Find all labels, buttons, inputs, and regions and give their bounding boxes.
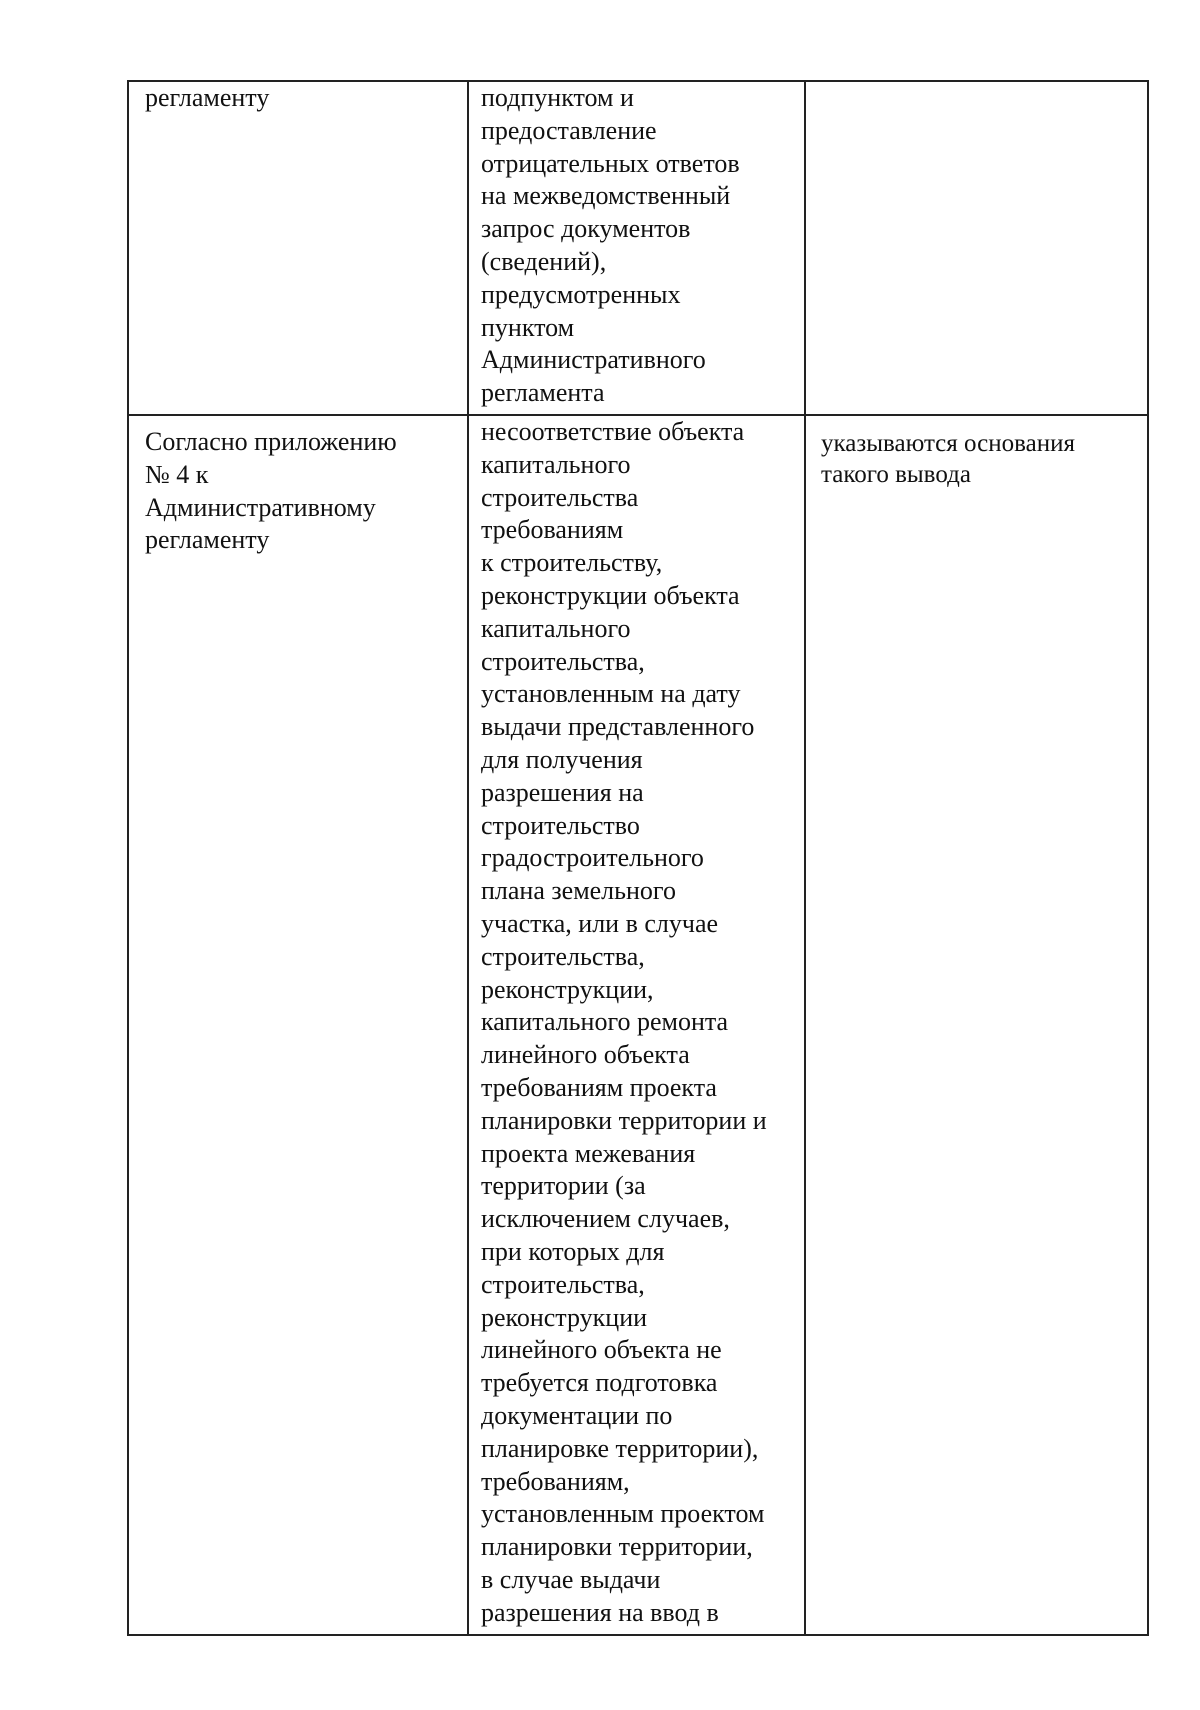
table-cell-basis (128, 415, 468, 1635)
cell-text: Согласно приложению № 4 к Административному регламенту (145, 427, 397, 555)
table-row (128, 81, 1148, 415)
table-row (128, 415, 1148, 1635)
cell-text: регламенту (145, 83, 270, 112)
table-cell-explanation (805, 415, 1148, 1635)
table-cell-reason (468, 81, 805, 415)
cell-text: подпунктом и предоставление отрицательных ответов на межведомственный запрос документов (сведений), предусмотренных пунктом Административного регламента (481, 83, 740, 408)
cell-text: указываются основания такого вывода (821, 430, 1075, 488)
document-table (127, 80, 1149, 1636)
table-cell-basis (128, 81, 468, 415)
table-cell-explanation (805, 81, 1148, 415)
table-cell-reason (468, 415, 805, 1635)
cell-text: несоответствие объекта капитального строительства требованиям к строительству, реконструкции объекта капитального строительства, установленным на дату выдачи представленного для получения разрешения на строительство градостроительного плана земельного участка, или в случае строительства, реконструкции, капитального ремонта линейного объекта требованиям проекта планировки территории и проекта межевания территории (за исключением случаев, при которых для строительства, реконструкции линейного объекта не требуется подготовка документации по планировке территории), требованиям, установленным проектом планировки территории, в случае выдачи разрешения на ввод в (481, 417, 767, 1627)
